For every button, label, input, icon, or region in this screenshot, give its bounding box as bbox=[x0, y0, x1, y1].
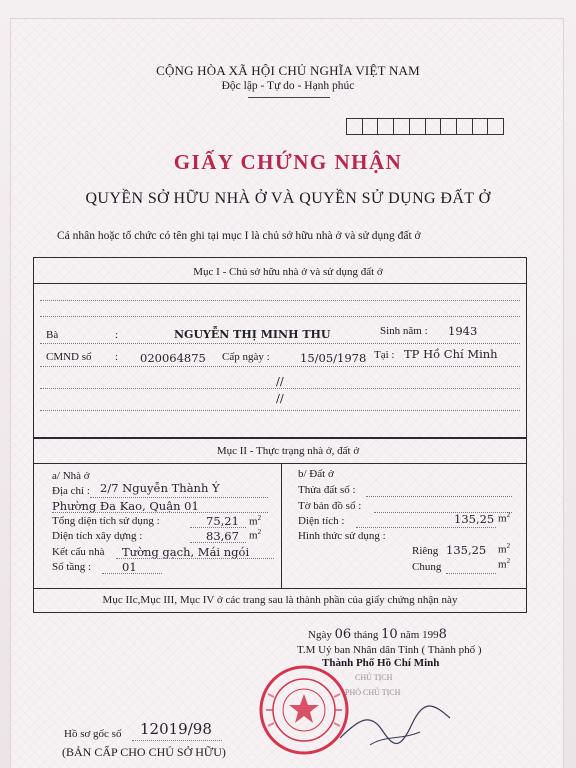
ruled-line bbox=[366, 496, 512, 497]
section-2-column-divider bbox=[281, 464, 282, 588]
map-label: Tờ bản đồ số : bbox=[298, 500, 362, 512]
unit-sup: 2 bbox=[257, 514, 262, 522]
serial-number-boxes bbox=[346, 118, 504, 135]
address-line-1: 2/7 Nguyễn Thành Ý bbox=[100, 481, 220, 495]
month-label: tháng bbox=[353, 629, 379, 641]
built-area-unit bbox=[249, 528, 261, 542]
address-label: Địa chỉ : bbox=[52, 485, 90, 497]
shared-area-unit bbox=[498, 557, 510, 571]
usage-label: Hình thức sử dụng : bbox=[298, 530, 386, 542]
owner-title-label: Bà bbox=[46, 329, 59, 341]
blank-mark: // bbox=[276, 391, 284, 405]
unit: m bbox=[498, 512, 507, 525]
shared-label: Chung bbox=[412, 561, 442, 573]
motto-underline bbox=[248, 97, 330, 98]
section-2-header-divider bbox=[34, 463, 526, 464]
ruled-line bbox=[132, 740, 222, 741]
ruled-line bbox=[356, 527, 496, 528]
ruled-line bbox=[190, 542, 246, 543]
ruled-line bbox=[40, 388, 520, 389]
issue-date: 15/05/1978 bbox=[300, 351, 367, 365]
ruled-line bbox=[40, 366, 520, 367]
file-number-value: 12019/98 bbox=[140, 720, 212, 738]
faded-title-2: PHÓ CHỦ TỊCH bbox=[345, 688, 401, 697]
ruled-line bbox=[40, 316, 520, 317]
private-label: Riêng bbox=[412, 545, 439, 557]
motto: Độc lập - Tự do - Hạnh phúc bbox=[221, 80, 355, 92]
city-text: Thành Phố Hồ Chí Minh bbox=[322, 657, 440, 669]
year-label: năm 199 bbox=[400, 629, 439, 641]
ruled-line bbox=[40, 410, 520, 411]
unit-sup: 2 bbox=[506, 511, 511, 519]
year-digit: 8 bbox=[438, 627, 447, 642]
total-area-unit bbox=[249, 514, 261, 528]
month-value: 10 bbox=[381, 627, 398, 642]
id-label: CMND số bbox=[46, 351, 92, 363]
day-label: Ngày bbox=[308, 629, 332, 641]
total-area-value: 75,21 bbox=[206, 514, 239, 528]
land-area-label: Diện tích : bbox=[298, 515, 345, 527]
birth-year: 1943 bbox=[448, 324, 478, 338]
built-area-label: Diện tích xây dựng : bbox=[52, 530, 143, 542]
ruled-line bbox=[190, 527, 246, 528]
section-1-heading: Mục I - Chủ sở hữu nhà ở và sử dụng đất ở bbox=[193, 266, 383, 278]
unit: m bbox=[249, 515, 258, 528]
issue-place: TP Hồ Chí Minh bbox=[404, 347, 498, 361]
issue-label: Cấp ngày : bbox=[222, 351, 270, 363]
birth-label: Sinh năm : bbox=[380, 325, 428, 337]
issue-date-line bbox=[308, 627, 447, 642]
copy-note: (BẢN CẤP CHO CHỦ SỞ HỮU) bbox=[62, 745, 226, 759]
ruled-line bbox=[102, 573, 162, 574]
authority-text: T.M Uỷ ban Nhân dân Tỉnh ( Thành phố ) bbox=[297, 644, 482, 656]
built-area-value: 83,67 bbox=[206, 529, 239, 543]
section-1-header-divider bbox=[34, 283, 526, 284]
owner-colon: : bbox=[115, 329, 119, 341]
official-seal bbox=[258, 664, 350, 756]
id-number: 020064875 bbox=[140, 351, 206, 365]
ruled-line bbox=[40, 343, 520, 344]
ruled-line bbox=[90, 497, 268, 498]
section-2-footer-divider bbox=[34, 588, 526, 589]
id-colon: : bbox=[115, 351, 119, 363]
floors-value: 01 bbox=[122, 560, 137, 574]
section-2-heading: Mục II - Thực trạng nhà ở, đất ở bbox=[216, 445, 360, 457]
private-area-value: 135,25 bbox=[446, 543, 487, 557]
certificate-title: GIẤY CHỨNG NHẬN bbox=[173, 150, 403, 174]
plot-label: Thửa đất số : bbox=[298, 484, 356, 496]
owner-name: NGUYỄN THỊ MINH THU bbox=[174, 328, 331, 341]
day-value: 06 bbox=[334, 627, 352, 642]
total-area-label: Tổng diện tích sử dụng : bbox=[52, 515, 160, 527]
structure-label: Kết cấu nhà bbox=[52, 546, 105, 558]
structure-value: Tường gạch, Mái ngói bbox=[122, 545, 250, 559]
certificate-subtitle: QUYỀN SỞ HỮU NHÀ Ở VÀ QUYỀN SỬ DỤNG ĐẤT Ở bbox=[85, 190, 491, 207]
footer-note: Mục IIc,Mục III, Mục IV ở các trang sau là thành phần của giấy chứng nhận này bbox=[102, 594, 458, 606]
land-area-value: 135,25 bbox=[454, 512, 495, 526]
unit-sup: 2 bbox=[257, 528, 262, 536]
unit-sup: 2 bbox=[506, 542, 511, 550]
house-heading: a/ Nhà ở bbox=[52, 470, 90, 482]
floors-label: Số tầng : bbox=[52, 561, 92, 573]
ruled-line bbox=[52, 512, 268, 513]
unit: m bbox=[249, 529, 258, 542]
ruled-line bbox=[116, 558, 274, 559]
place-label: Tại : bbox=[374, 349, 395, 361]
private-area-unit bbox=[498, 542, 510, 556]
unit: m bbox=[498, 543, 507, 556]
land-area-unit bbox=[498, 511, 510, 525]
file-number-label: Hồ sơ gốc số bbox=[64, 728, 122, 740]
faded-title-1: CHỦ TỊCH bbox=[355, 673, 393, 682]
intro-text: Cá nhân hoặc tổ chức có tên ghi tại mục I là chủ sở hữu nhà ở và sử dụng đất ở bbox=[57, 230, 421, 242]
ruled-line bbox=[446, 573, 496, 574]
address-line-2: Phường Đa Kao, Quận 01 bbox=[52, 499, 199, 513]
ruled-line bbox=[40, 300, 520, 301]
blank-mark: // bbox=[276, 374, 284, 388]
unit-sup: 2 bbox=[506, 557, 511, 565]
unit: m bbox=[498, 558, 507, 571]
country-heading: CỘNG HÒA XÃ HỘI CHỦ NGHĨA VIỆT NAM bbox=[156, 63, 420, 78]
land-heading: b/ Đất ở bbox=[298, 468, 334, 480]
